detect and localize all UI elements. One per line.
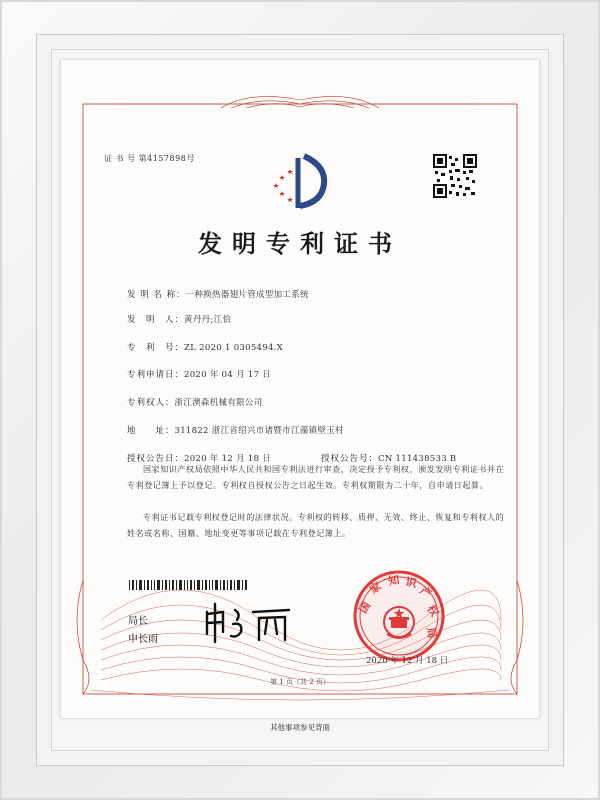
field-label: 地 址： (127, 426, 175, 436)
qr-code-icon (433, 154, 477, 198)
field-inventor (127, 307, 231, 326)
field-value: 浙江澳森机械有限公司 (174, 398, 263, 408)
field-label: 发 明 人： (127, 315, 185, 325)
field-value: CN 111438533 B (378, 454, 457, 464)
field-label: 专利申请日： (127, 370, 185, 380)
director-title: 局长 (128, 616, 148, 627)
paragraph-grant-statement: 国家知识产权局依照中华人民共和国专利法进行审查，决定授予专利权，颁发发明专利证书并在专利登记簿上予以登记。专利权自授权公告之日起生效。专利权期限为二十年，自申请日起算。 (127, 465, 505, 490)
field-invention-name (127, 282, 309, 301)
field-label: 专 利 号： (127, 343, 185, 353)
top-ornament (121, 96, 479, 108)
field-value: 一种换热器翅片管成型加工系统 (185, 290, 309, 300)
certificate-number: 证 书 号 第4157898号 (104, 154, 195, 163)
field-patent-number (127, 335, 283, 354)
field-label: 授权公告号： (321, 454, 379, 464)
svg-text:识: 识 (404, 575, 418, 591)
page-indicator: 第 1 页（共 2 页） (270, 678, 330, 686)
page-title: 发明专利证书 (198, 229, 402, 258)
svg-text:权: 权 (424, 602, 442, 619)
barcode-icon (129, 580, 249, 590)
svg-text:知: 知 (387, 573, 401, 588)
director-name: 申长雨 (128, 634, 158, 645)
cnipa-logo-icon (266, 152, 336, 212)
seal-date: 2020 年 12 月 18 日 (366, 656, 449, 666)
field-value: 2020 年 12 月 18 日 (184, 454, 272, 464)
field-label: 发 明 名 称： (127, 290, 186, 300)
svg-text:产: 产 (417, 583, 434, 601)
official-seal-icon (351, 568, 447, 664)
svg-text:局: 局 (424, 626, 439, 640)
director-signature (201, 600, 301, 645)
field-value: ZL 2020 1 0305494.X (184, 343, 284, 353)
field-value: 黄丹丹;江恰 (184, 315, 232, 325)
certificate-paper (61, 60, 539, 718)
svg-text:家: 家 (367, 579, 384, 597)
field-address (127, 418, 344, 437)
field-value: 311822 浙江省绍兴市诸暨市江藻镇壁玉村 (174, 426, 344, 436)
bottom-note: 其他事项参见背面 (270, 723, 330, 732)
paragraph-legal-status: 专利证书记载专利权登记时的法律状况。专利权的转移、质押、无效、终止、恢复和专利权人的姓名或名称、国籍、地址变更等事项记载在专利登记簿上。 (127, 513, 505, 538)
field-label: 专利权人： (127, 398, 175, 408)
field-value: 2020 年 04 月 17 日 (184, 370, 272, 380)
field-label: 授权公告日： (127, 454, 185, 464)
field-patentee (127, 390, 263, 409)
field-application-date (127, 362, 271, 381)
svg-text:国: 国 (356, 599, 374, 616)
